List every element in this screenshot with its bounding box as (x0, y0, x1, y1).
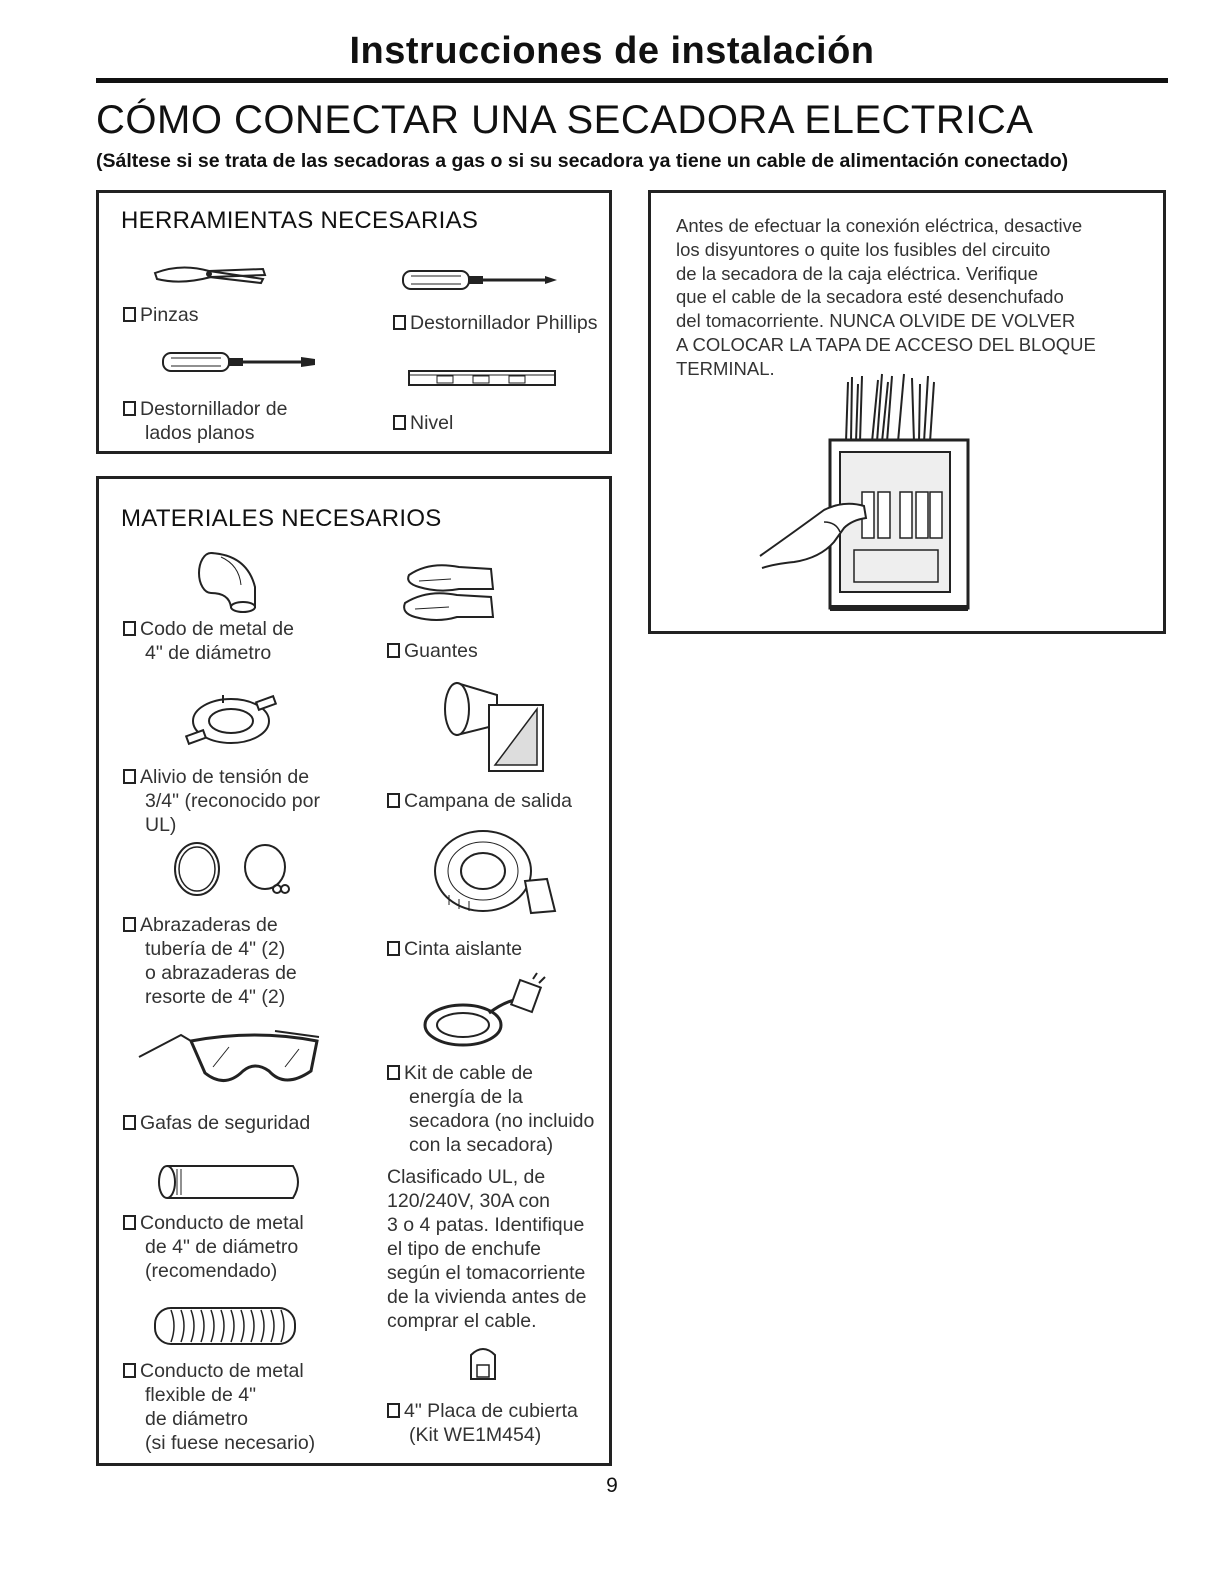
checkbox[interactable] (387, 643, 400, 658)
strain-relief-icon (183, 689, 279, 753)
checkbox[interactable] (123, 307, 136, 322)
tool-item-phillips: Destornillador Phillips (393, 311, 598, 335)
safety-glasses-icon (135, 1027, 325, 1093)
checkbox[interactable] (123, 401, 136, 416)
title-divider (96, 78, 1168, 83)
checkbox[interactable] (393, 315, 406, 330)
warning-text: Antes de efectuar la conexión eléctrica, desactive los disyuntores o quite los fusibles del circuito de la secadora de la caja eléctrica. Verifique que el cable de la secadora esté desenchufado del tomacorriente. NUNCA OLVIDE DE VOLVER A COLOCAR LA TAPA DE ACCESO DEL BLOQUE TERMINAL. (676, 215, 1096, 379)
checkbox[interactable] (123, 769, 136, 784)
level-icon (407, 367, 557, 389)
rigid-duct-icon (157, 1163, 307, 1201)
power-cord-icon (419, 973, 549, 1053)
checkbox[interactable] (387, 1403, 400, 1418)
checkbox[interactable] (123, 1115, 136, 1130)
power-cord-note: Clasificado UL, de 120/240V, 30A con 3 o 4 patas. Identifique el tipo de enchufe según el tomacorriente de la vivienda antes de comprar el cable. (387, 1166, 587, 1332)
material-item-glasses: Gafas de seguridad (123, 1111, 310, 1135)
checkbox[interactable] (123, 621, 136, 636)
pliers-icon (151, 263, 271, 287)
material-item-cover-plate: 4" Placa de cubierta (Kit WE1M454) (387, 1399, 578, 1447)
checkbox[interactable] (393, 415, 406, 430)
checkbox[interactable] (123, 1215, 136, 1230)
breaker-box-icon (754, 372, 984, 616)
material-item-gloves: Guantes (387, 639, 478, 663)
material-item-power-cord: Kit de cable de energía de la secadora (no incluido con la secadora) (387, 1061, 594, 1157)
flat-screwdriver-icon (161, 349, 321, 375)
material-item-strain-relief: Alivio de tensión de 3/4" (reconocido por UL) (123, 765, 320, 837)
checkbox[interactable] (387, 793, 400, 808)
materials-box (96, 476, 612, 1466)
material-item-flexible-duct: Conducto de metal flexible de 4" de diámetro (si fuese necesario) (123, 1359, 315, 1455)
phillips-screwdriver-icon (401, 267, 561, 293)
tools-title: HERRAMIENTAS NECESARIAS (121, 207, 479, 234)
page-title: Instrucciones de instalación (349, 30, 875, 72)
page-number: 9 (606, 1474, 618, 1497)
materials-title: MATERIALES NECESARIOS (121, 505, 442, 532)
tool-item-level: Nivel (393, 411, 453, 435)
section-heading: CÓMO CONECTAR UNA SECADORA ELECTRICA (96, 98, 1034, 142)
elbow-icon (195, 549, 267, 613)
material-item-tape: Cinta aislante (387, 937, 522, 961)
exhaust-hood-icon (437, 675, 547, 775)
tool-item-flat-screwdriver: Destornillador de lados planos (123, 397, 287, 445)
tool-item-pliers: Pinzas (123, 303, 199, 327)
material-item-rigid-duct: Conducto de metal de 4" de diámetro (recomendado) (123, 1211, 304, 1283)
gloves-icon (399, 559, 499, 629)
tools-box (96, 190, 612, 454)
flexible-duct-icon (151, 1305, 301, 1347)
section-note: (Sáltese si se trata de las secadoras a gas o si su secadora ya tiene un cable de alimentación conectado) (96, 150, 1069, 172)
material-item-clamps: Abrazaderas de tubería de 4" (2) o abrazaderas de resorte de 4" (2) (123, 913, 297, 1009)
checkbox[interactable] (123, 917, 136, 932)
material-item-elbow: Codo de metal de 4" de diámetro (123, 617, 294, 665)
material-item-hood: Campana de salida (387, 789, 572, 813)
checkbox[interactable] (387, 1065, 400, 1080)
cover-plate-icon (465, 1343, 501, 1383)
checkbox[interactable] (387, 941, 400, 956)
checkbox[interactable] (123, 1363, 136, 1378)
clamps-icon (169, 839, 299, 899)
tape-icon (429, 825, 579, 915)
